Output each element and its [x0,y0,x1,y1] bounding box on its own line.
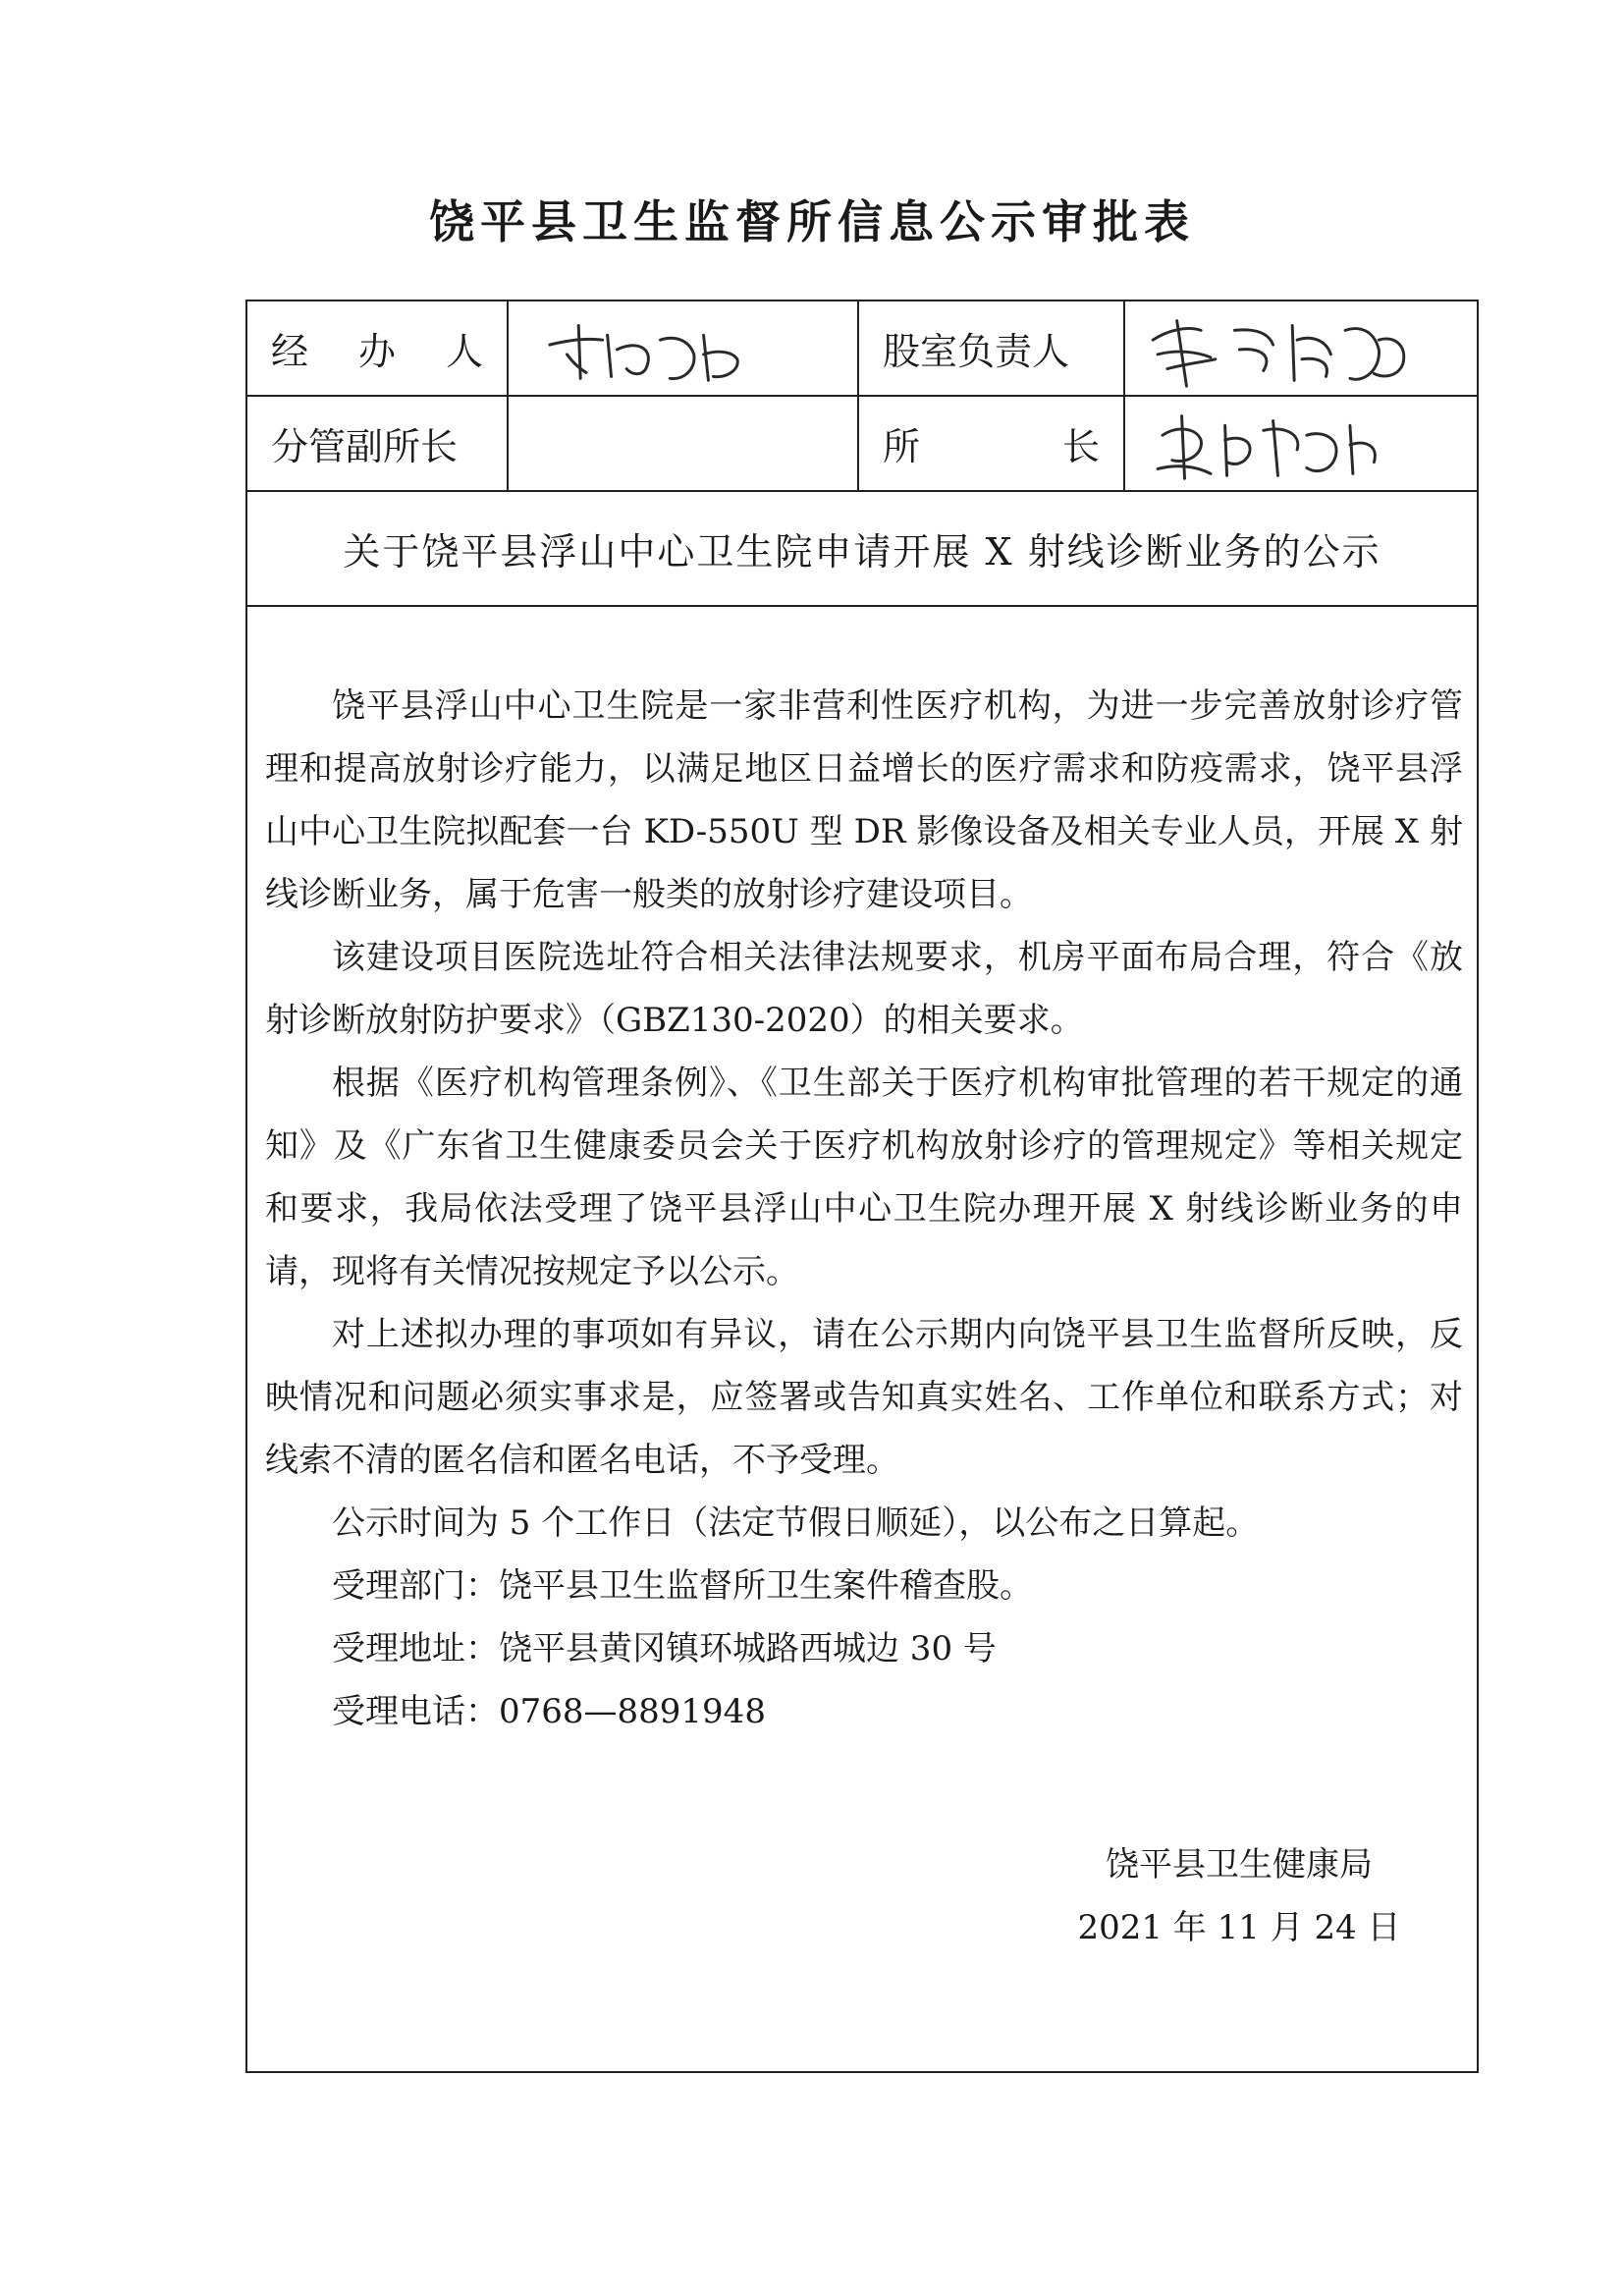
issuer-name: 饶平县卫生健康局 [1106,1845,1373,1885]
notice-paragraph: 公示时间为 5 个工作日（法定节假日顺延），以公布之日算起。 [332,1503,1260,1543]
notice-paragraph: 该建设项目医院选址符合相关法律法规要求，机房平面布局合理，符合《放射诊断放射防护要求》（GBZ130-2020）的相关要求。 [265,938,1463,1040]
director-signature-cell [1125,397,1477,490]
page-title: 饶平县卫生监督所信息公示审批表 [429,195,1195,248]
handler-label-char: 办 [357,330,396,373]
handler-label-char: 经 [271,330,309,373]
deputy-director-label: 分管副所长 [271,425,459,468]
section-head-signature [1125,301,1477,395]
notice-paragraph: 根据《医疗机构管理条例》、《卫生部关于医疗机构审批管理的若干规定的通知》及《广东省卫生健康委员会关于医疗机构放射诊疗的管理规定》等相关规定和要求，我局依法受理了饶平县浮山中心卫生院办理开展 X 射线诊断业务的申请，现将有关情况按规定予以公示。 [265,1064,1463,1291]
handler-label-cell [247,301,509,395]
handler-signature-cell [509,301,859,395]
form-row-directors [247,397,1477,492]
form-row-notice-title [247,492,1477,607]
director-label-cell [859,397,1125,490]
accepting-department: 受理部门：饶平县卫生监督所卫生案件稽查股。 [332,1566,1033,1606]
notice-paragraph: 对上述拟办理的事项如有异议，请在公示期内向饶平县卫生监督所反映，反映情况和问题必须实事求是，应签署或告知真实姓名、工作单位和联系方式；对线索不清的匿名信和匿名电话，不予受理。 [265,1315,1463,1480]
accepting-address: 受理地址：饶平县黄冈镇环城路西城边 30 号 [332,1629,997,1668]
director-label [859,397,1123,490]
director-signature [1125,397,1477,490]
handler-label [247,301,507,395]
section-head-label: 股室负责人 [883,330,1070,373]
section-head-signature-cell [1125,301,1477,395]
issue-date: 2021 年 11 月 24 日 [1077,1908,1401,1947]
notice-paragraph: 饶平县浮山中心卫生院是一家非营利性医疗机构，为进一步完善放射诊疗管理和提高放射诊疗能力，以满足地区日益增长的医疗需求和防疫需求，饶平县浮山中心卫生院拟配套一台 KD-550U 型 DR 影像设备及相关专业人员，开展 X 射线诊断业务，属于危害一般类的放射诊疗建设项目。 [265,686,1463,914]
approval-form [245,300,1479,2073]
handler-label-char: 人 [445,330,483,373]
deputy-director-signature-cell [509,397,859,490]
notice-body [265,675,1463,1743]
accepting-phone: 受理电话：0768—8891948 [332,1692,766,1731]
director-label-char: 长 [1061,425,1100,468]
deputy-director-label-cell [247,397,509,490]
notice-title: 关于饶平县浮山中心卫生院申请开展 X 射线诊断业务的公示 [343,530,1381,574]
issuer-block [1013,1833,1465,1959]
section-head-label-cell [859,301,1125,395]
handler-signature [509,301,857,395]
director-label-char: 所 [883,425,921,468]
form-row-handler [247,301,1477,397]
